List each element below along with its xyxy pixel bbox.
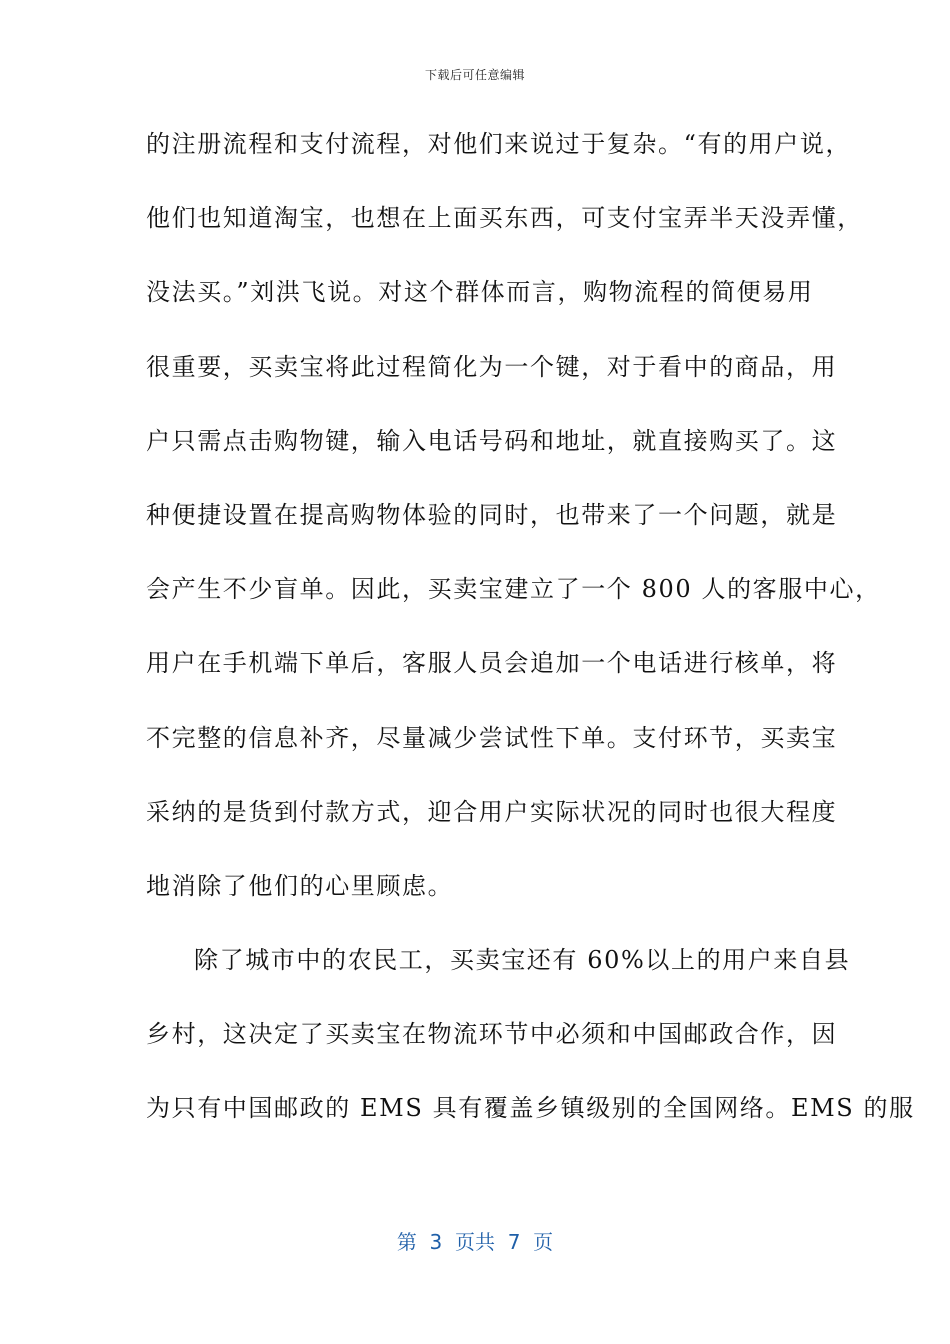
document-body — [146, 124, 915, 1163]
text-line: 采纳的是货到付款方式，迎合用户实际状况的同时也很大程度 — [146, 797, 838, 826]
text-line: 为只有中国邮政的 EMS 具有覆盖乡镇级别的全国网络。EMS 的服 — [146, 1094, 915, 1123]
text-line: 户只需点击购物键，输入电话号码和地址，就直接购买了。这 — [146, 426, 838, 455]
text-line: 不完整的信息补齐，尽量减少尝试性下单。支付环节，买卖宝 — [146, 723, 838, 752]
text-line: 的注册流程和支付流程，对他们来说过于复杂。“有的用户说， — [146, 130, 852, 158]
paragraph-start-line: 除了城市中的农民工，买卖宝还有 60%以上的用户来自县 — [194, 946, 851, 975]
text-line: 地消除了他们的心里顾虑。 — [146, 871, 454, 900]
text-line: 种便捷设置在提高购物体验的同时，也带来了一个问题，就是 — [146, 500, 838, 529]
text-line: 会产生不少盲单。因此，买卖宝建立了一个 800 人的客服中心， — [146, 575, 881, 604]
text-line: 用户在手机端下单后，客服人员会追加一个电话进行核单，将 — [146, 649, 838, 678]
page-number: 第 3 页共 7 页 — [396, 1230, 554, 1254]
page-footer — [0, 1226, 950, 1255]
text-line: 没法买。”刘洪飞说。对这个群体而言，购物流程的简便易用 — [146, 278, 814, 307]
text-line: 乡村，这决定了买卖宝在物流环节中必须和中国邮政合作，因 — [146, 1020, 838, 1049]
text-line: 他们也知道淘宝，也想在上面买东西，可支付宝弄半天没弄懂， — [146, 204, 863, 233]
page-header: 下载后可任意编辑 — [424, 68, 525, 82]
text-line: 很重要，买卖宝将此过程简化为一个键，对于看中的商品，用 — [146, 352, 838, 381]
